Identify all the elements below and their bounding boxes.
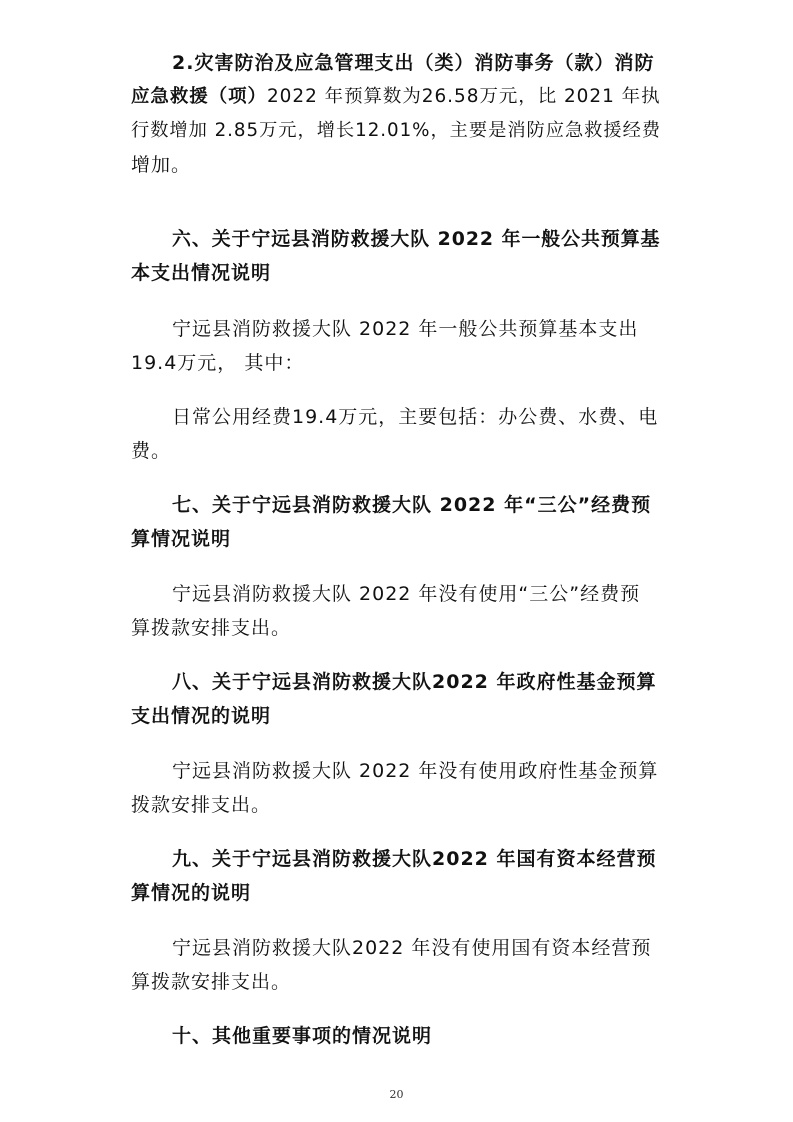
paragraph-7-line-1: 宁远县消防救援大队 2022 年没有使用“三公”经费预	[172, 583, 641, 605]
paragraph-6b-line-2: 费。	[131, 440, 172, 462]
heading-8-line-1: 八、关于宁远县消防救援大队2022 年政府性基金预算	[172, 671, 657, 693]
section-2-line-2-bold: 应急救援（项）	[131, 86, 267, 107]
heading-9-line-1: 九、关于宁远县消防救援大队2022 年国有资本经营预	[172, 848, 657, 870]
paragraph-9	[131, 931, 661, 999]
paragraph-8-line-1: 宁远县消防救援大队 2022 年没有使用政府性基金预算	[172, 760, 659, 782]
heading-10-line-1: 十、其他重要事项的情况说明	[172, 1025, 433, 1047]
paragraph-7	[131, 577, 661, 645]
paragraph-6b	[131, 400, 661, 468]
paragraph-8-line-2: 拨款安排支出。	[131, 794, 272, 816]
paragraph-6a-line-1: 宁远县消防救援大队 2022 年一般公共预算基本支出	[172, 318, 639, 340]
section-2-line-2-rest: 2022 年预算数为26.58万元，比 2021 年执	[266, 86, 661, 107]
paragraph-9-line-1: 宁远县消防救援大队2022 年没有使用国有资本经营预	[172, 937, 652, 959]
heading-7	[131, 488, 661, 556]
paragraph-6a-line-2: 19.4万元， 其中：	[131, 352, 305, 374]
heading-9	[131, 842, 661, 910]
paragraph-6b-line-1: 日常公用经费19.4万元，主要包括：办公费、水费、电	[172, 406, 659, 428]
page-number: 20	[389, 1088, 404, 1101]
section-2-paragraph	[131, 46, 661, 182]
heading-6	[131, 222, 661, 290]
section-2-line-1: 2.灾害防治及应急管理支出（类）消防事务（款）消防	[172, 52, 655, 74]
heading-9-line-2: 算情况的说明	[131, 882, 252, 904]
heading-7-line-2: 算情况说明	[131, 528, 232, 550]
paragraph-6a	[131, 312, 661, 380]
section-2-line-4: 增加。	[131, 154, 192, 176]
section-2-line-2	[131, 80, 661, 114]
paragraph-9-line-2: 算拨款安排支出。	[131, 971, 292, 993]
section-2-line-3: 行数增加 2.85万元，增长12.01%，主要是消防应急救援经费	[131, 120, 661, 141]
heading-7-line-1: 七、关于宁远县消防救援大队 2022 年“三公”经费预	[172, 494, 652, 516]
heading-10	[131, 1019, 661, 1053]
heading-8-line-2: 支出情况的说明	[131, 705, 272, 727]
paragraph-7-line-2: 算拨款安排支出。	[131, 617, 292, 639]
heading-6-line-2: 本支出情况说明	[131, 262, 272, 284]
heading-8	[131, 665, 661, 733]
heading-6-line-1: 六、关于宁远县消防救援大队 2022 年一般公共预算基	[172, 228, 661, 250]
paragraph-8	[131, 754, 661, 822]
